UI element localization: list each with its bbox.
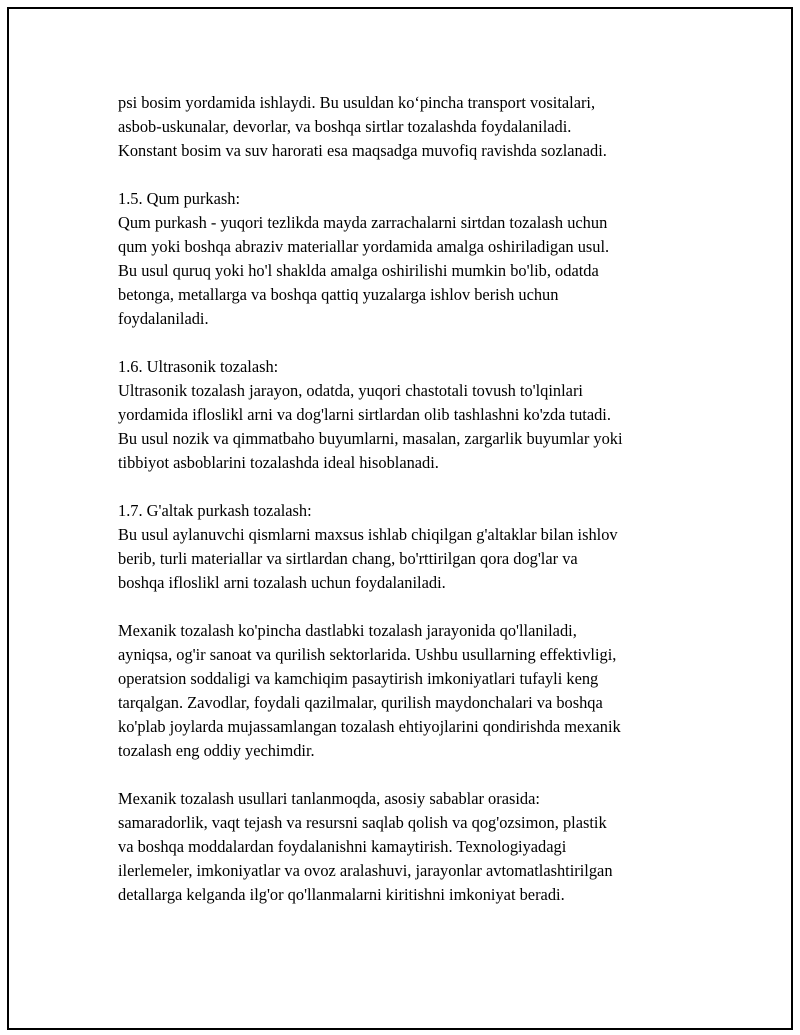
text-line: tozalash eng oddiy yechimdir. [118, 741, 315, 760]
text-line: boshqa ifloslikl arni tozalash uchun foydalaniladi. [118, 573, 446, 592]
text-line: foydalaniladi. [118, 309, 209, 328]
text-line: asbob-uskunalar, devorlar, va boshqa sirtlar tozalashda foydalaniladi. [118, 117, 572, 136]
text-line: detallarga kelganda ilg'or qo'llanmalarni kiritishni imkoniyat beradi. [118, 885, 565, 904]
paragraph-mechanical-summary [118, 619, 718, 763]
text-line: operatsion soddaligi va kamchiqim pasaytirish imkoniyatlari tufayli keng [118, 669, 599, 688]
text-line: Bu usul aylanuvchi qismlarni maxsus ishlab chiqilgan g'altaklar bilan ishlov [118, 525, 618, 544]
text-line: Mexanik tozalash ko'pincha dastlabki tozalash jarayonida qo'llaniladi, [118, 621, 577, 640]
text-line: tibbiyot asboblarini tozalashda ideal hisoblanadi. [118, 453, 439, 472]
text-line: ilerlemeler, imkoniyatlar va ovoz aralashuvi, jarayonlar avtomatlashtirilgan [118, 861, 613, 880]
text-line: Qum purkash - yuqori tezlikda mayda zarrachalarni sirtdan tozalash uchun [118, 213, 608, 232]
text-line: ko'plab joylarda mujassamlangan tozalash ehtiyojlarini qondirishda mexanik [118, 717, 621, 736]
document-body [118, 91, 718, 931]
text-line: ayniqsa, og'ir sanoat va qurilish sektorlarida. Ushbu usullarning effektivligi, [118, 645, 617, 664]
text-line: qum yoki boshqa abraziv materiallar yordamida amalga oshiriladigan usul. [118, 237, 610, 256]
section-heading: 1.7. G'altak purkash tozalash: [118, 501, 312, 520]
section-heading: 1.5. Qum purkash: [118, 189, 241, 208]
text-line: Bu usul nozik va qimmatbaho buyumlarni, masalan, zargarlik buyumlar yoki [118, 429, 623, 448]
section-galtak-purkash [118, 499, 718, 595]
paragraph-mechanical-reasons [118, 787, 718, 907]
text-line: va boshqa moddalardan foydalanishni kamaytirish. Texnologiyadagi [118, 837, 567, 856]
text-line: tarqalgan. Zavodlar, foydali qazilmalar, qurilish maydonchalari va boshqa [118, 693, 603, 712]
text-line: samaradorlik, vaqt tejash va resursni saqlab qolish va qog'ozsimon, plastik [118, 813, 607, 832]
paragraph-intro-continued [118, 91, 718, 163]
text-line: Bu usul quruq yoki ho'l shaklda amalga oshirilishi mumkin bo'lib, odatda [118, 261, 599, 280]
section-qum-purkash [118, 187, 718, 331]
text-line: berib, turli materiallar va sirtlardan chang, bo'rttirilgan qora dog'lar va [118, 549, 578, 568]
text-line: betonga, metallarga va boshqa qattiq yuzalarga ishlov berish uchun [118, 285, 559, 304]
text-line: Mexanik tozalash usullari tanlanmoqda, asosiy sabablar orasida: [118, 789, 540, 808]
text-line: Ultrasonik tozalash jarayon, odatda, yuqori chastotali tovush to'lqinlari [118, 381, 583, 400]
text-line: Konstant bosim va suv harorati esa maqsadga muvofiq ravishda sozlanadi. [118, 141, 607, 160]
section-ultrasonik-tozalash [118, 355, 718, 475]
text-line: yordamida ifloslikl arni va dog'larni sirtlardan olib tashlashni ko'zda tutadi. [118, 405, 611, 424]
section-heading: 1.6. Ultrasonik tozalash: [118, 357, 279, 376]
text-line: psi bosim yordamida ishlaydi. Bu usuldan ko‘pincha transport vositalari, [118, 93, 596, 112]
